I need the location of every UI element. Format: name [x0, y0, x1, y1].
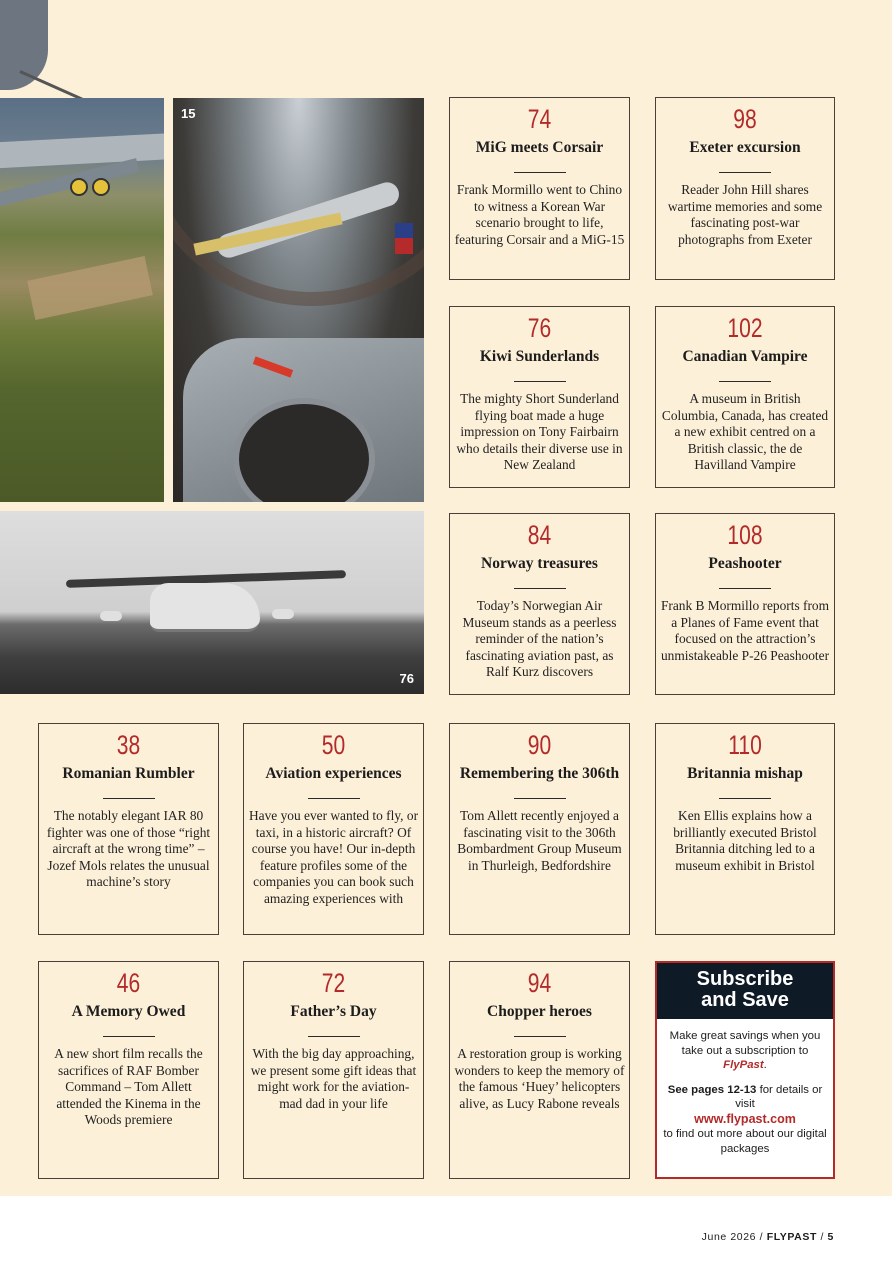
- divider: [103, 1036, 155, 1037]
- feature-description: Frank B Mormillo reports from a Planes of Fame event that focused on the attraction’s unmistakeable P-26 Peashooter: [660, 598, 830, 663]
- photo-page-number: 76: [399, 671, 414, 686]
- feature-description: The mighty Short Sunderland flying boat made a huge impression on Tony Fairbairn who details their diverse use in New Zealand: [456, 391, 623, 473]
- feature-box[interactable]: [655, 306, 835, 488]
- wing-shape: [0, 133, 164, 168]
- feature-box[interactable]: [449, 306, 630, 488]
- feature-page-number: 72: [321, 968, 346, 998]
- feature-description: Have you ever wanted to fly, or taxi, in a historic aircraft? Of course you have! Our in-depth feature profiles some of the companies you can book such amazing experiences with: [248, 808, 419, 906]
- roundel-shape: [395, 238, 413, 254]
- flying-boat-hull-shape: [150, 583, 260, 632]
- issue-date: June 2026: [701, 1231, 757, 1243]
- feature-title: Romanian Rumbler: [62, 765, 195, 782]
- float-shape: [272, 609, 294, 619]
- feature-page-number: 38: [116, 730, 141, 760]
- feature-box[interactable]: [243, 723, 424, 935]
- feature-box[interactable]: [449, 961, 630, 1179]
- magazine-name: FLYPAST: [766, 1231, 817, 1243]
- subscribe-punctuation: .: [763, 1059, 767, 1071]
- hangar-jet-photo: [173, 98, 424, 502]
- feature-description: A restoration group is working wonders to keep the memory of the famous ‘Huey’ helicopters alive, as Lucy Rabone reveals: [454, 1046, 625, 1111]
- feature-description: With the big day approaching, we present some gift ideas that might work for the aviation-mad dad in your life: [250, 1046, 417, 1111]
- subscribe-body: [657, 1019, 833, 1156]
- feature-box[interactable]: [655, 723, 835, 935]
- feature-page-number: 110: [728, 730, 762, 760]
- feature-description: Ken Ellis explains how a brilliantly executed Bristol Britannia ditching led to a museum exhibit in Bristol: [673, 808, 817, 873]
- feature-description: Tom Allett recently enjoyed a fascinating visit to the 306th Bombardment Group Museum in Thurleigh, Bedfordshire: [457, 808, 622, 873]
- feature-title: Canadian Vampire: [682, 348, 808, 365]
- feature-box[interactable]: [38, 723, 219, 935]
- feature-title: Exeter excursion: [689, 139, 801, 156]
- feature-description: The notably elegant IAR 80 fighter was one of those “right aircraft at the wrong time” – Jozef Mols relates the unusual machine’s story: [46, 808, 211, 890]
- feature-box[interactable]: [243, 961, 424, 1179]
- feature-title: Remembering the 306th: [459, 765, 620, 782]
- feature-box[interactable]: [38, 961, 219, 1179]
- flying-boat-photo: [0, 511, 424, 694]
- subscribe-heading: [657, 963, 833, 1019]
- feature-title: Chopper heroes: [487, 1003, 592, 1020]
- feature-title: Britannia mishap: [687, 765, 803, 782]
- landing-light-icon: [70, 178, 88, 196]
- strut-shape: [19, 70, 157, 98]
- subscribe-text: Make great savings when you take out a subscription to: [669, 1030, 821, 1057]
- float-shape: [100, 611, 122, 621]
- feature-box[interactable]: [449, 97, 630, 280]
- page-number: 5: [827, 1231, 834, 1243]
- see-pages-text: See pages 12-13: [667, 1083, 757, 1096]
- divider: [103, 798, 155, 799]
- feature-page-number: 102: [727, 313, 763, 343]
- feature-box[interactable]: [655, 513, 835, 695]
- divider: [514, 172, 566, 173]
- divider: [719, 798, 771, 799]
- feature-title: Father’s Day: [290, 1003, 377, 1020]
- divider: [308, 1036, 360, 1037]
- field-shape: [27, 256, 153, 320]
- feature-title: Kiwi Sunderlands: [479, 348, 600, 365]
- divider: [514, 381, 566, 382]
- feature-page-number: 50: [321, 730, 346, 760]
- aerial-landscape-photo: [0, 98, 164, 502]
- feature-page-number: 108: [727, 520, 763, 550]
- divider: [514, 1036, 566, 1037]
- feature-page-number: 90: [527, 730, 552, 760]
- feature-description: Reader John Hill shares wartime memories and some fascinating post-war photographs from Exeter: [667, 182, 823, 247]
- brand-name: FlyPast: [723, 1059, 764, 1071]
- feature-page-number: 84: [527, 520, 552, 550]
- feature-description: Frank Mormillo went to Chino to witness a Korean War scenario brought to life, featuring Corsair and a MiG-15: [454, 182, 625, 247]
- divider: [514, 588, 566, 589]
- footer-separator: /: [756, 1231, 767, 1243]
- divider: [719, 172, 771, 173]
- tail-fin-photo: [0, 0, 165, 98]
- feature-description: Today’s Norwegian Air Museum stands as a peerless reminder of the nation’s fascinating aviation past, as Ralf Kurz discovers: [462, 598, 617, 680]
- aircraft-tail-shape: [0, 0, 48, 90]
- subscribe-heading-line: and Save: [701, 989, 789, 1011]
- feature-page-number: 98: [733, 104, 757, 134]
- feature-page-number: 94: [527, 968, 552, 998]
- landing-light-icon: [92, 178, 110, 196]
- photo-page-number: 15: [181, 106, 196, 121]
- feature-box[interactable]: [655, 97, 835, 280]
- divider: [514, 798, 566, 799]
- feature-title: A Memory Owed: [71, 1003, 186, 1020]
- feature-description: A new short film recalls the sacrifices of RAF Bomber Command – Tom Allett attended the Kinema in the Woods premiere: [54, 1046, 203, 1128]
- subscribe-heading-line: Subscribe: [696, 968, 794, 990]
- subscribe-box[interactable]: [655, 961, 835, 1179]
- footer-separator: /: [816, 1231, 828, 1243]
- feature-description: A museum in British Columbia, Canada, has created a new exhibit centred on a British classic, the de Havilland Vampire: [661, 391, 829, 473]
- subscribe-text: to find out more about our digital packages: [663, 1128, 827, 1155]
- divider: [719, 588, 771, 589]
- feature-title: Peashooter: [708, 555, 782, 572]
- feature-box[interactable]: [449, 513, 630, 695]
- feature-title: MiG meets Corsair: [475, 139, 604, 156]
- feature-page-number: 76: [527, 313, 552, 343]
- feature-page-number: 74: [527, 104, 552, 134]
- page-footer: [702, 1231, 834, 1243]
- feature-page-number: 46: [116, 968, 141, 998]
- subscribe-text: for details or visit: [735, 1083, 823, 1110]
- feature-title: Norway treasures: [481, 555, 598, 572]
- divider: [719, 381, 771, 382]
- website-link[interactable]: www.flypast.com: [694, 1111, 796, 1126]
- feature-box[interactable]: [449, 723, 630, 935]
- feature-title: Aviation experiences: [265, 765, 402, 782]
- divider: [308, 798, 360, 799]
